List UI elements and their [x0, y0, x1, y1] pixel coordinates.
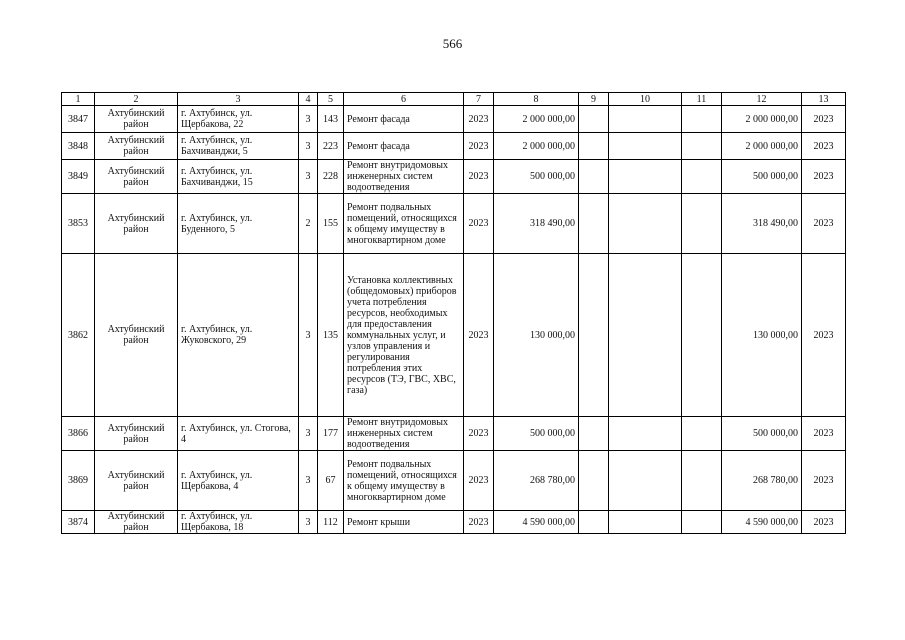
- planned-year-cell: 2023: [802, 133, 846, 160]
- work-type-cell: Ремонт внутридомовых инженерных систем водоотведения: [344, 160, 464, 194]
- floors-cell: 3: [299, 106, 318, 133]
- record-id-cell: 3874: [62, 511, 95, 534]
- count-cell: 223: [318, 133, 344, 160]
- total-cost-cell: 2 000 000,00: [494, 133, 579, 160]
- count-cell: 177: [318, 417, 344, 451]
- region-cell: Ахтубинский район: [95, 417, 178, 451]
- year-cell: 2023: [464, 451, 494, 511]
- region-cell: Ахтубинский район: [95, 194, 178, 254]
- floors-cell: 3: [299, 511, 318, 534]
- table-row: [62, 160, 846, 194]
- cost-cell-10: [609, 511, 682, 534]
- cost-cell-9: [579, 160, 609, 194]
- region-cell: Ахтубинский район: [95, 160, 178, 194]
- floors-cell: 3: [299, 417, 318, 451]
- work-type-cell: Установка коллективных (общедомовых) приборов учета потребления ресурсов, необходимых для предоставления коммунальных услуг, и узлов управления и регулирования потребления этих ресурсов (ТЭ, ГВС, ХВС, газа): [344, 254, 464, 417]
- cost-cell-9: [579, 451, 609, 511]
- total-cost-cell: 318 490,00: [494, 194, 579, 254]
- cost-cell-10: [609, 194, 682, 254]
- year-cell: 2023: [464, 194, 494, 254]
- column-header: 13: [802, 93, 846, 106]
- year-cell: 2023: [464, 133, 494, 160]
- column-header: 8: [494, 93, 579, 106]
- count-cell: 67: [318, 451, 344, 511]
- work-type-cell: Ремонт внутридомовых инженерных систем водоотведения: [344, 417, 464, 451]
- record-id-cell: 3866: [62, 417, 95, 451]
- region-cell: Ахтубинский район: [95, 451, 178, 511]
- year-cell: 2023: [464, 160, 494, 194]
- cost-cell-12: 500 000,00: [722, 417, 802, 451]
- floors-cell: 3: [299, 451, 318, 511]
- cost-cell-9: [579, 194, 609, 254]
- planned-year-cell: 2023: [802, 194, 846, 254]
- cost-cell-12: 2 000 000,00: [722, 133, 802, 160]
- address-cell: г. Ахтубинск, ул. Щербакова, 4: [178, 451, 299, 511]
- column-header: 9: [579, 93, 609, 106]
- planned-year-cell: 2023: [802, 160, 846, 194]
- table-row: [62, 451, 846, 511]
- address-cell: г. Ахтубинск, ул. Буденного, 5: [178, 194, 299, 254]
- column-header: 12: [722, 93, 802, 106]
- cost-cell-12: 318 490,00: [722, 194, 802, 254]
- cost-cell-12: 130 000,00: [722, 254, 802, 417]
- table-row: [62, 254, 846, 417]
- total-cost-cell: 500 000,00: [494, 417, 579, 451]
- column-header: 3: [178, 93, 299, 106]
- work-type-cell: Ремонт крыши: [344, 511, 464, 534]
- work-type-cell: Ремонт фасада: [344, 133, 464, 160]
- header-row: [62, 93, 846, 106]
- column-header: 4: [299, 93, 318, 106]
- count-cell: 135: [318, 254, 344, 417]
- cost-cell-12: 500 000,00: [722, 160, 802, 194]
- cost-cell-12: 268 780,00: [722, 451, 802, 511]
- record-id-cell: 3862: [62, 254, 95, 417]
- year-cell: 2023: [464, 417, 494, 451]
- cost-cell-11: [682, 451, 722, 511]
- cost-cell-10: [609, 133, 682, 160]
- cost-cell-11: [682, 254, 722, 417]
- count-cell: 155: [318, 194, 344, 254]
- record-id-cell: 3847: [62, 106, 95, 133]
- count-cell: 143: [318, 106, 344, 133]
- floors-cell: 2: [299, 194, 318, 254]
- cost-cell-9: [579, 511, 609, 534]
- year-cell: 2023: [464, 511, 494, 534]
- cost-cell-10: [609, 160, 682, 194]
- table-row: [62, 194, 846, 254]
- address-cell: г. Ахтубинск, ул. Щербакова, 22: [178, 106, 299, 133]
- cost-cell-9: [579, 254, 609, 417]
- cost-cell-11: [682, 160, 722, 194]
- cost-cell-9: [579, 106, 609, 133]
- total-cost-cell: 500 000,00: [494, 160, 579, 194]
- column-header: 1: [62, 93, 95, 106]
- count-cell: 112: [318, 511, 344, 534]
- cost-cell-11: [682, 133, 722, 160]
- floors-cell: 3: [299, 160, 318, 194]
- floors-cell: 3: [299, 254, 318, 417]
- planned-year-cell: 2023: [802, 254, 846, 417]
- total-cost-cell: 268 780,00: [494, 451, 579, 511]
- cost-cell-12: 4 590 000,00: [722, 511, 802, 534]
- table-row: [62, 417, 846, 451]
- cost-cell-10: [609, 106, 682, 133]
- cost-cell-10: [609, 417, 682, 451]
- planned-year-cell: 2023: [802, 451, 846, 511]
- region-cell: Ахтубинский район: [95, 133, 178, 160]
- registry-table: [61, 92, 846, 534]
- year-cell: 2023: [464, 254, 494, 417]
- floors-cell: 3: [299, 133, 318, 160]
- record-id-cell: 3848: [62, 133, 95, 160]
- address-cell: г. Ахтубинск, ул. Жуковского, 29: [178, 254, 299, 417]
- record-id-cell: 3869: [62, 451, 95, 511]
- column-header: 5: [318, 93, 344, 106]
- cost-cell-11: [682, 194, 722, 254]
- cost-cell-9: [579, 417, 609, 451]
- page-number: 566: [442, 36, 463, 51]
- cost-cell-11: [682, 106, 722, 133]
- planned-year-cell: 2023: [802, 417, 846, 451]
- region-cell: Ахтубинский район: [95, 106, 178, 133]
- column-header: 6: [344, 93, 464, 106]
- record-id-cell: 3849: [62, 160, 95, 194]
- column-header: 11: [682, 93, 722, 106]
- column-header: 10: [609, 93, 682, 106]
- count-cell: 228: [318, 160, 344, 194]
- address-cell: г. Ахтубинск, ул. Бахчиванджи, 15: [178, 160, 299, 194]
- total-cost-cell: 4 590 000,00: [494, 511, 579, 534]
- year-cell: 2023: [464, 106, 494, 133]
- planned-year-cell: 2023: [802, 106, 846, 133]
- address-cell: г. Ахтубинск, ул. Бахчиванджи, 5: [178, 133, 299, 160]
- region-cell: Ахтубинский район: [95, 511, 178, 534]
- cost-cell-11: [682, 417, 722, 451]
- total-cost-cell: 2 000 000,00: [494, 106, 579, 133]
- planned-year-cell: 2023: [802, 511, 846, 534]
- work-type-cell: Ремонт фасада: [344, 106, 464, 133]
- work-type-cell: Ремонт подвальных помещений, относящихся к общему имуществу в многоквартирном доме: [344, 451, 464, 511]
- cost-cell-10: [609, 254, 682, 417]
- cost-cell-11: [682, 511, 722, 534]
- address-cell: г. Ахтубинск, ул. Стогова, 4: [178, 417, 299, 451]
- cost-cell-12: 2 000 000,00: [722, 106, 802, 133]
- cost-cell-9: [579, 133, 609, 160]
- column-header: 2: [95, 93, 178, 106]
- work-type-cell: Ремонт подвальных помещений, относящихся к общему имуществу в многоквартирном доме: [344, 194, 464, 254]
- table-row: [62, 133, 846, 160]
- region-cell: Ахтубинский район: [95, 254, 178, 417]
- column-header: 7: [464, 93, 494, 106]
- total-cost-cell: 130 000,00: [494, 254, 579, 417]
- table-row: [62, 106, 846, 133]
- address-cell: г. Ахтубинск, ул. Щербакова, 18: [178, 511, 299, 534]
- table-row: [62, 511, 846, 534]
- cost-cell-10: [609, 451, 682, 511]
- record-id-cell: 3853: [62, 194, 95, 254]
